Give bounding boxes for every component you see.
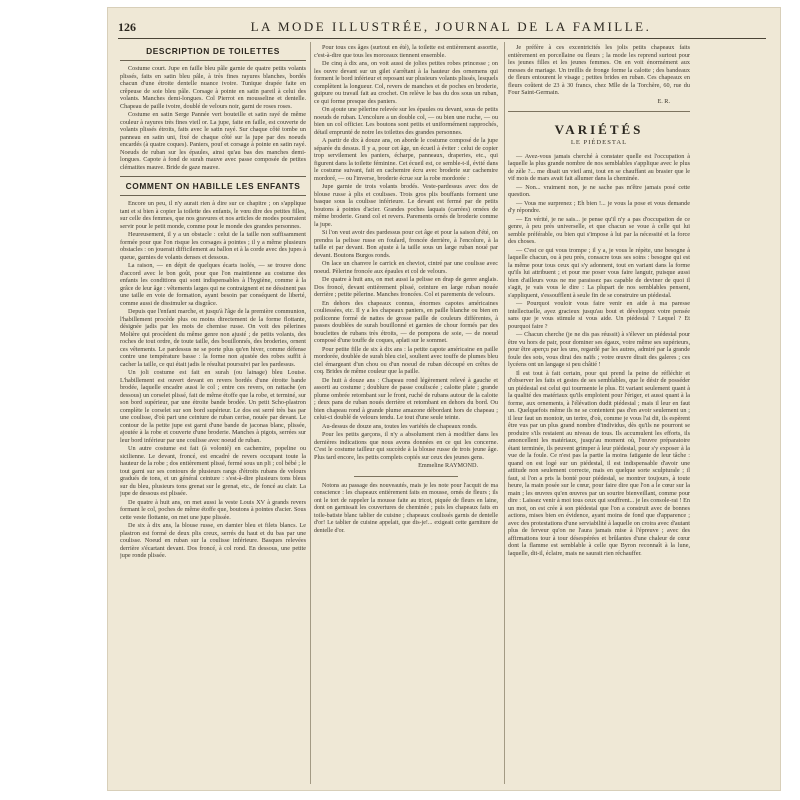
running-header [118, 16, 766, 39]
column-right [508, 44, 690, 784]
paragraph: On ajoute une pèlerine relevée sur les épaules ou devant, sous de petits noeuds de ruban. L'encolure a un double col, — ou bien une ruche, — ou bien un col officier. Les boutons sont petits et uniformément rapprochés, détail emprunté de notre les toilettes des grandes personnes. [314, 106, 498, 136]
paragraph: Il est tout à fait certain, pour qui prend la peine de réfléchir et d'observer les faits et gestes de ses semblables, que le désir de posséder un piédestal est celui qui tourmente le plus. Et variant seulement quant à la qualité des matériaux qu'ils emploient pour l'ériger, et aussi quant à la forme, aux ornements, à l'élévation dudit piédestal ; mais il leur en faut un. Quelquefois même ils ne se contentent pas d'en avoir seulement un ; il leur faut un montoir, un tertre, d'où, comme je vous l'ai dit, ils espèrent être vus par un plus grand nombre d'individus, dès qu'ils ne pourront se produire s'ils restaient au niveau de tous. Ils accumulent les efforts, ils amoncellent les matériaux, jusqu'au moment où, l'œuvre préparatoire étant terminée, ils peuvent grimper à leur piédestal, pour s'y exposer à la vue de la foule. Ce n'est pas la partie la moins fatigante de leur tâche : quand on est logé sur un piédestal, il est indispensable d'avoir une attitude non seulement correcte, mais en quelque sorte sculpturale ; il faut, si l'on a pris la bonté pour piédestal, se montrer toujours, à toute heure, la main posée sur le cœur, pour faire dire que l'on a le cœur sur la main ; les œuvres qu'en œuvres par un sourire bienveillant, comme pour dire : Laissez venir à moi tous ceux qui souffrent... je les console-rai ! En un mot, on est crée à son piédestal que l'on a construit avec de bonnes actions, mises bien en évidence, ayant moins de fond que d'apparence ; avec des protestations d'une serviabilité à laquelle on croira avec d'autant plus de ferveur qu'on ne l'aura jamais mise à l'épreuve ; avec des affirmations tour à tour désespérées et brûlantes d'une chaleur de cœur dont la flamme est semblable à celle que Byron reconnaît à la lune, laquelle, dit-il, éclaire, mais ne saurait rien réchauffer. [508, 369, 690, 557]
section-rule [120, 195, 306, 196]
initials: E. R. [657, 97, 670, 105]
paragraph: De huit à douze ans : Chapeau rond légèrement relevé à gauche et assorti au costume ; doublure de passe couliscée ; calotte plate ; grande plume ombrée retombant sur le front, ruché de rubans autour de la calotte ; deux pans de ruban noués derrière et retombant en dehors du bord. Ou bien chapeau rond à grande plume amazone débordant hors de chapeau ; celui-ci doublé de velours tendu. Le tout d'une seule teinte. [314, 376, 498, 421]
paragraph: De cinq à dix ans, on voit aussi de jolies petites robes princesse ; on les ouvre devant sur un gilet s'arrêtant à la hauteur des ornemens qui forment le bord inférieur et reposant sur plusieurs volants plissés, lesquels complètent la longueur. Col, revers de manches et de poches en broderie, guipure ou travail fait au crochet. On relève le bas du dos sous un ruban, ce qui forme presque des paniers. [314, 60, 498, 105]
paragraph: A partir de dix à douze ans, on aborde le costume composé de la jupe séparée du dessus. Il y a, pour cet âge, un écueil à éviter : celui de copier trop servilement les paniers, écharpe, panneaux, draperies, etc., qui figurent dans la toilette féminine. Cet écueil est, ce semble-t-il, évité dans le costume suivant, fait en cachemire écru avec broderie sur cachemire mordoré, — ou l'inverse, broderie écrue sur la robe mordorée : [314, 137, 498, 182]
column-left [120, 44, 306, 784]
paragraph: — Vous me surprenez ; Eh bien !... je vous la pose et vous demande d'y répondre. [508, 199, 690, 214]
paragraph: — Avez-vous jamais cherché à constater quelle est l'occupation à laquelle la plus grande nombre de nos semblables s'applique avec le plus de zèle ?... me disait un vieil ami, tout en se chauffant au brasier que le vif mois de mars avait fait allumer dans la cheminée. [508, 152, 690, 182]
journal-title: LA MODE ILLUSTRÉE, JOURNAL DE LA FAMILLE. [250, 19, 652, 34]
paragraph: Pour les petits garçons, il n'y a absolument rien à modifier dans les dernières indications que nous avons données en ce qui les concerne. C'est le costume tailleur qui succède à la blouse russe de trois jeune âge. Plus tard encore, les petits complets copiés sur ceux des jeunes gens. [314, 431, 498, 461]
separator-rule [354, 476, 458, 477]
column-divider [504, 42, 505, 784]
paragraph: Un joli costume est fait en surah (ou lainage) bleu Louise. L'habillement est ouvert devant en revers bordés d'une étroite bande brodée, laquelle encadre aussi le col ; entre ces revers, on rattache (en dessous) un corselet plissé, fait de même étoffe que la robe, et terminé, sur son bord supérieur, par une étroite bande brodée. Un petit Scho-plastron complète le corselet sur son bord supérieur. Le dos est serré très bas par une coulisse, d'où part une ceinture de ruban cerise, nouée par devant. Le contour de la petite jupe est garni d'une bande de jaconas blanc, plissée, ajoutée à la robe et couverte d'une broderie. Manches à pigots, serrées sur leur bord inférieur par une coulisse avec noeud de ruban. [120, 369, 306, 444]
paragraph: Pour petite fille de six à dix ans : la petite capote américaine en paille mordorée, doublée de surah bleu ciel, soulient avec touffe de plumes bleu ciel émargeant d'un chou ou d'un noeud de ruban découpé en crêtes de coq. Brides de même couleur que la paille. [314, 345, 498, 375]
paragraph: Au-dessus de douze ans, toutes les variétés de chapeaux ronds. [322, 422, 478, 430]
paragraph: Un autre costume est fait (à volonté) en cachemire, popeline ou sicilienne. Le devant, froncé, est encadré de revers occupant toute la hauteur de la robe ; dos entièrement plissé, fermé sous un pli ; col bébé ; le tout garni sur ses contours de plusieurs rangs d'étroits rubans de velours gradués de tons, et un général ceinture : s'est-à-dire plusieurs tons bleus sur du bleu, plusieurs tons grenat sur le grenat, etc., de foncé au clair. La jupe de dessous est plissée. [120, 445, 306, 497]
paragraph: Si l'on veut avoir des pardessus pour cet âge et pour la saison d'été, on prendra la pelisse russe en foulard, froncée derrière, à l'encolure, à la taille et par devant. Bon ajuste à la taille sous un large ruban noué par devant. Boutons Burgos ronds. [314, 229, 498, 259]
separator-rule [508, 111, 690, 112]
section-title-toilettes: DESCRIPTION DE TOILETTES [146, 46, 280, 56]
section-rule [120, 176, 306, 177]
column-middle [314, 44, 498, 784]
paragraph: — Chacun cherche (je ne dis pas réussit) à s'élever un piédestal pour être vu hors de pair, pour dominer ses égaux, voire même ses supérieurs, pour être aperçu par les uns, regardé par les autres, admiré par la grande foule des sots, vous dirai des naïfs ; votre œuvre dirait des galeres ; ces lycéens ont un langage si peu châtié ! [508, 331, 690, 368]
paragraph: Jupe garnie de trois volants brodés. Veste-pardessus avec dos de blouse russe à plis et coulisses. Trois gros plis bouffants forment une basque sous la coulisse inférieure. Le devant est fermé par de petits boutons à pointes d'acier. Grandes poches laquais (carrées) ornées de même broderie. Grand col et revers. Parements ornés de broderie comme la jupe. [314, 183, 498, 228]
paragraph: — Non... vraiment non, je ne sache pas m'être jamais posé cette question. [508, 183, 690, 198]
paragraph: Costume en satin Serge Pannée vert bouteille et satin rayé de même couleur à rayures très fines vieil or. La jupe, faite en faille, est couverte de volants plissés étroits, faits avec le satin rayé. Sur chaque côté tombe un panneau en satin uni, fixé de chaque côté sur la jupe par des noeuds encardés (à quatre coques). Paniers, pouf et corsage à pointe en satin rayé. Noeuds de ruban sur les épaules, ainsi qu'au bas des manches demi-longues. Capote à fond de surah mauve avec passe composée de petites clématites mauve. Bride de gaze mauve. [120, 111, 306, 171]
section-title-varietes: VARIÉTÉS [554, 122, 644, 137]
page-number: 126 [118, 19, 136, 34]
paragraph: Notons au passage des nouveautés, mais je les note pour l'acquit de ma conscience : les chapeaux entièrement faits en mousse, ornés de fleurs ; ils ont le tort de rappeler la mousse faite au tricot, piquée de fleurs en laine, dont on garnissait les couvertures de cheminée ; puis les chapeaux faits en toile-batiste blanc tablier de cuisine ; chapeaux coulissés garnis de dentelle d'or! Le tablier de cuisine appelait, que dis-je!... exigeait cette garniture de dentelle d'or. [314, 482, 498, 534]
paragraph: On lace un chanvre le carrick en cheviot, cintré par une coulisse avec noeud. Pèlerine froncée aux épaules et col de velours. [314, 260, 498, 275]
paragraph: En dehors des chapeaux connus, énormes capotes américaines couliessées, etc. Il y a les chapeaux paniers, en paille blanche ou bien en poilicenne formé de nattes de grosse paille de couleurs différentes, à passes doublées de surah bouillonné et garnies de chour formés par des bouclettes de rubans très étroits, — de pompons de soie, — de noeud composé d'une touffe de coques, aplati sur le sommet. [314, 299, 498, 344]
section-rule [120, 60, 306, 61]
paragraph: Depuis que l'enfant marche, et jusqu'à l'âge de la première communion, l'habillement procède plus ou moins directement de la forme flottante, désignée jadis par les mots de chemise russe. On voit des pèlerines Molière qui procèdent du même genre non ajusté ; de petits volants, des roches de tout ordre, de toute taille, des bouillonnés, des broderies, ornent ces vêtements. Le pardessus ne se porte plus qu'en hiver, comme défense contre une température basse : la forme non ajustée des robes suffit à cacher la taille, ce qui était jadis le résultat poursuivi par les pardessus. [120, 308, 306, 368]
paragraph: — Pourquoi vouloir vous faire venir en aide à ma paresse intellectuelle, ayez gracieux jusqu'au bout et développez votre pensée sans que je vous stimule si vous aide. Un piédestal ? Lequel ? Et pourquoi faire ? [508, 300, 690, 330]
paragraph: Heureusement, il y a un obstacle : celui de la taille non suffisamment formée pour que l'on risque les corsages à pointes ; il y a même plusieurs obstacles : on jouerait difficilement au ballon et à la corde avec des jupes à queue, garnies de volants denses et dessous. [120, 231, 306, 261]
section-subtitle-piedestal: LE PIÉDESTAL [570, 139, 628, 146]
paragraph: — En vérité, je ne sais... je pense qu'il n'y a pas d'occupation de ce genre, à peu près universelle, et que chacun se voue à celle qui lui semble préférable, ou bien qui s'impose à lui par la nécessité et la force des choses. [508, 215, 690, 245]
page-sheet [108, 8, 780, 790]
paragraph: De quatre à huit ans, on met aussi la veste Louis XV à grands revers formant le col, poches de même étoffe que, boutons à pointes d'acier. Sous cette veste flottante, on met une jupe plissée. [120, 498, 306, 521]
column-divider [310, 42, 311, 784]
section-title-enfants: COMMENT ON HABILLE LES ENFANTS [125, 181, 301, 191]
paragraph: Pour tous ces âges (surtout en été), la toilette est entièrement assortie, c'est-à-dire que tous les morceaux tiennent ensemble. [314, 44, 498, 59]
paragraph: De six à dix ans, la blouse russe, en damier bleu et filets blancs. Le plastron est formé de deux plis creux, serrés du haut et du bas par une coulisse. Noeud en ruban sur la coulisse inférieure. Basques relevées derrière s'écartant devant. Dos froncé, à col rond. En dessous, une petite jupe ronde plissée. [120, 522, 306, 559]
paragraph: De quatre à huit ans, on met aussi la pelisse en drap de genre anglais. Dos froncé, devant entièrement plissé, ceinture en large ruban nouée derrière ; petite pèlerine. Manches froncées. Col et parements de velours. [314, 276, 498, 298]
paragraph: Costume court. Jupe en faille bleu pâle garnie de quatre petits volants plissés, faits en satin bleu pâle, à très fines rayures blanches, bordés chacun d'une étroite dentelle nuance ivoire. Tunique drapée faite en crêpeuse de soie bleu pâle. Corsage à pointe en satin pareil à celui des volants. Manches demi-longues. Col Pierrot en mousseline et dentelle. Chapeau de paille ivoire, doublé de velours noir, garni de roses roses. [120, 65, 306, 110]
paragraph: Je préfère à ces excentricités les jolis petits chapeaux faits entièrement en porcellaine ou fleurs ; la mode les reprend surtout pour les jeunes filles et les jeunes femmes. On en voit énormément aux messes de mariage. Un treillis de fronge forme la calotte ; des bandeaux de fleurs entourent le visage ; petites brides en ruban. Ces chapeaux en fleurs coûtent de 23 à 30 francs, chez Mlle de la Torchère, 60, rue du Four Saint-Germain. [508, 44, 690, 96]
paragraph: Encore un peu, il n'y aurait rien à dire sur ce chapitre ; on s'applique tant et si bien à copier la toilette des enfants, le vœu dire des petites filles, sur celle des femmes, que nos gravures et nos articles de modes pourraient servir pour le petit monde, comme pour le monde des grandes personnes. [120, 200, 306, 230]
paragraph: — C'est ce qui vous trompe ; il y a, je vous le répète, une besogne à laquelle chacun, ou à peu près, consacre tous ses soins : besogne qui est la même pour tous ceux qui s'y adonnent, tout en variant dans la forme qu'ils lui attribuent ; et pour me poser vous faire languir, puisque aussi bien d'ailleurs vous ne me paraissez pas capable de deviner de quoi il s'agit, je vais vous le dire : La plupart de nos semblables pensent, s'appliquent, s'essoufflent à seule fin de se construire un piédestal. [508, 246, 690, 299]
paragraph: La raison, — en dépit de quelques écarts isolés, — se trouve donc d'accord avec le bon goût, pour que l'on maintienne au costume des enfants les conditions qui sont indispensables à l'hygiène, comme à la grâce de leur âge : vêtements larges qui ne contraignent et ne déssinent pas une taille en voie de formation, ayant besoin par conséquent de liberté, comme aussi de dissimuler sa disgrâce. [120, 262, 306, 307]
author-signature: Emmeline RAYMOND. [418, 462, 478, 469]
